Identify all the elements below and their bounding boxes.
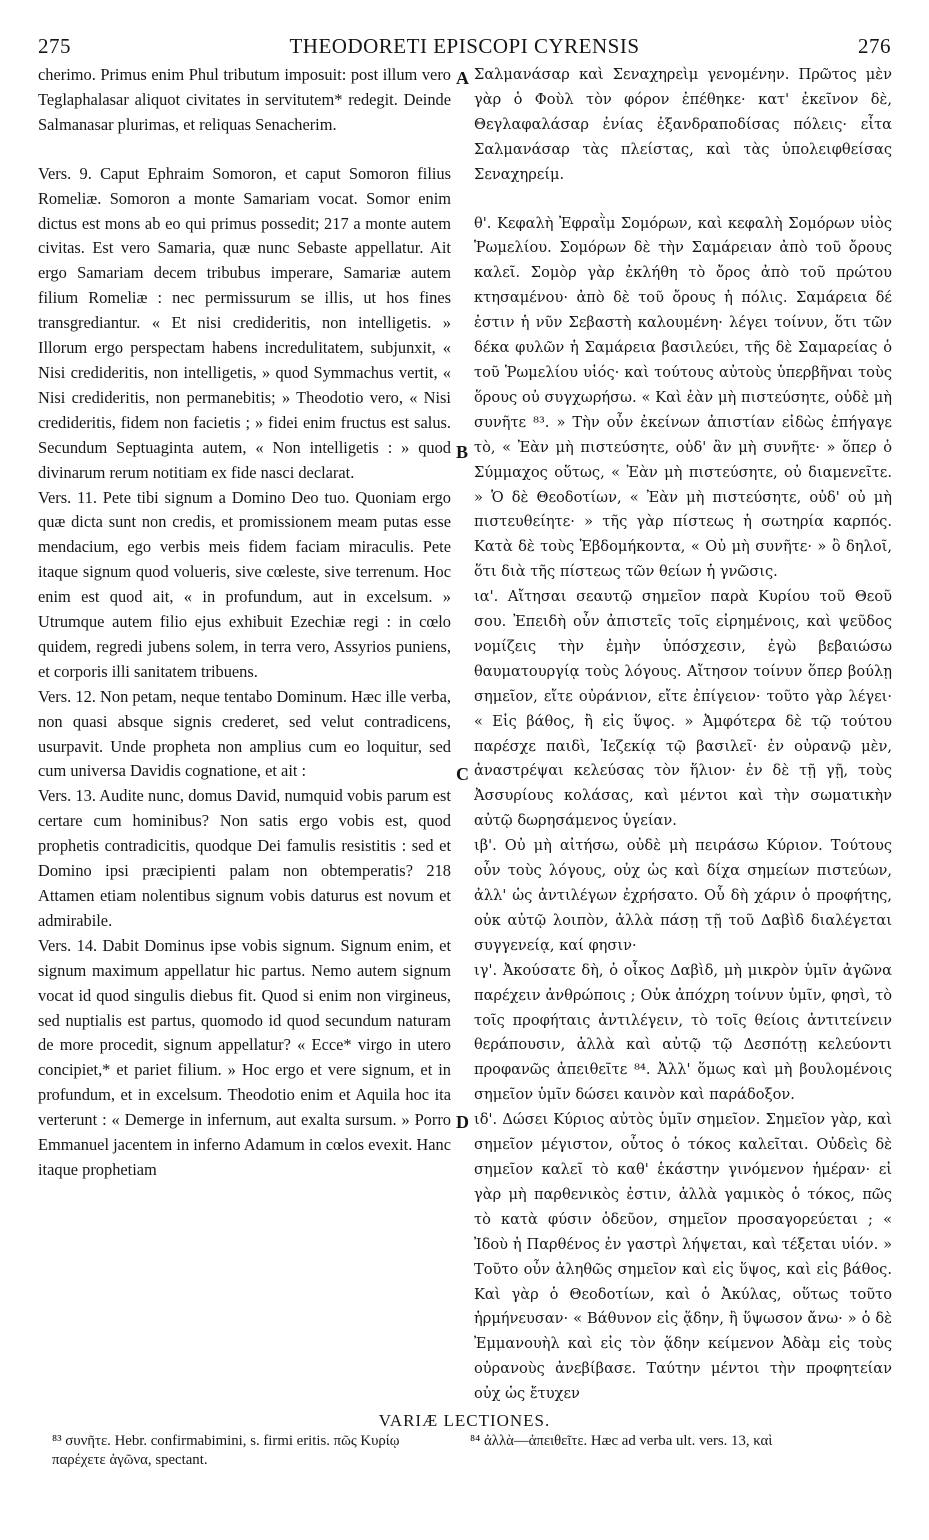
- running-title: THEODORETI EPISCOPI CYRENSIS: [289, 34, 640, 58]
- variae-lectiones-heading: VARIÆ LECTIONES.: [378, 1411, 551, 1430]
- latin-paragraph: Vers. 9. Caput Ephraim Somoron, et caput Somoron filius Romeliæ. Somoron a monte Samariam vocat. Somor enim dictus est mons ab eo qui primus possedit; 217 a monte autem civitas. Est vero Samaria, quæ nunc Sebaste appellatur. Ait ergo Samariam decem tribubus imperare, Samariæ autem filium Romeliæ : nec permissurum se illis, ut hos fines transgrediantur. « Et nisi credideritis, non intelligetis. » Illorum ergo perspectam habens incredulitatem, subjunxit, « Nisi credideritis, non intelligetis, » quod Symmachus vertit, « Nisi credideritis, non permanebitis; » Theodotio vero, « Nisi credideritis, fidem non facietis ; » fidei enim fructus est salus. Secundum Septuaginta autem, « Non intelligetis : » quod divinarum rerum notitiam ex fide nasci declarat.: [38, 163, 451, 482]
- footnote-right: ⁸⁴ ἀλλὰ—ἀπειθεῖτε. Hæc ad verba ult. vers. 13, καὶ: [470, 1433, 773, 1449]
- greek-column: [474, 63, 892, 1407]
- greek-paragraph: ιδ'. Δώσει Κύριος αὐτὸς ὑμῖν σημεῖον. Σημεῖον γὰρ, καὶ σημεῖον μέγιστον, οὗτος ὁ τόκος καλεῖται. Οὐδεὶς δὲ σημεῖον καλεῖ τὸ καθ' ἑκάστην γινόμενον ἡμέραν· εἰ γὰρ μὴ παρθενικὸς ἐστιν, ἀλλὰ γαμικὸς ὁ τόκος, πῶς τὸ κατὰ φύσιν ὁδεῦον, σημεῖον προσαγορεύεται ; « Ἰδοὺ ἡ Παρθένος ἐν γαστρὶ λήψεται, καὶ τέξεται υἱόν. » Τοῦτο οὖν ἀληθῶς σημεῖον καὶ εἰς ὕψος, καὶ εἰς βάθος. Καὶ γὰρ ὁ Θεοδοτίων, καὶ ὁ Ἀκύλας, οὕτως τοῦτο ἡρμήνευσαν· « Βάθυνον εἰς ᾅδην, ἢ ὕψωσον ἄνω· » ὁ δὲ Ἐμμανουὴλ καὶ εἰς τὸν ᾅδην κείμενον Ἀδὰμ εἰς τοὺς οὐρανοὺς ἀνεβίβασε. Ταύτην μέντοι τὴν προφητείαν οὐχ ὡς ἔτυχεν: [474, 1111, 892, 1403]
- latin-paragraph: cherimo. Primus enim Phul tributum imposuit: post illum vero Teglaphalasar aliquot civitates in servitutem* redegit. Deinde Salmanasar plurimas, et reliquas Senacherim.: [38, 65, 451, 134]
- latin-paragraph: Vers. 14. Dabit Dominus ipse vobis signum. Signum enim, et signum maximum appellatur hic partus. Nemo autem signum vocat id quod singulis diebus fit. Quod si enim non virgineus, sed nuptialis est partus, quomodo id quod secundum naturam de more procedit, signum appellatur? « Ecce* virgo in utero concipiet,* et pariet filium. » Hoc ergo et vere signum, et in profundum, et in excelsum. Theodotio enim et Aquila hoc ita verterunt : « Demerge in infernum, aut exalta sursum. » Porro Emmanuel jacentem in inferno Adamum in cœlos evexit. Hanc itaque prophetiam: [38, 935, 451, 1179]
- margin-letter: C: [456, 764, 469, 784]
- latin-paragraph: Vers. 12. Non petam, neque tentabo Dominum. Hæc ille verba, non quasi absque signis crederet, sed velut contradicens, usurpavit. Unde propheta non amplius cum eo loquitur, sed cum universa Davidis cognatione, et ait :: [38, 686, 451, 781]
- greek-paragraph: θ'. Κεφαλὴ Ἐφραῒμ Σομόρων, καὶ κεφαλὴ Σομόρων υἱὸς Ῥωμελίου. Σομόρων δὲ τὴν Σαμάρειαν ἀπὸ τοῦ ὄρους καλεῖ. Σομὸρ γὰρ ἐκλήθη τὸ ὄρος ἀπὸ τοῦ πρώτου κτησαμένου· ἀπὸ δὲ τοῦ ὄρους ἡ πόλις. Σαμάρεια δέ ἐστιν ἡ νῦν Σεβαστὴ καλουμένη· λέγει τοίνυν, ὅτι τῶν δέκα φυλῶν ἡ Σαμάρεια βασιλεύει, τῆς δὲ Σαμαρείας ὁ τοῦ Ῥωμελίου υἱός· καὶ τούτους αὐτοὺς ὑπερβῆναι τοὺς ὅρους οὐ συγχωρήσω. « Καὶ ἐὰν μὴ πιστεύσητε, οὐδὲ μὴ συνῆτε ⁸³. » Τὴν οὖν ἐκείνων ἀπιστίαν εἰδὼς ἐπήγαγε τὸ, « Ἐὰν μὴ πιστεύσητε, οὐδ' ἂν μὴ συνῆτε· » ὅπερ ὁ Σύμμαχος οὕτως, « Ἐὰν μὴ πιστεύσητε, οὐ διαμενεῖτε. » Ὁ δὲ Θεοδοτίων, « Ἐὰν μὴ πιστεύσητε, οὐδ' οὐ μὴ πιστευθείητε· » τῆς γὰρ πίστεως ἡ σωτηρία καρπός. Κατὰ δὲ τοὺς Ἑβδομήκοντα, « Οὐ μὴ συνῆτε· » ὃ δηλοῖ, ὅτι διὰ τῆς πίστεως τῶν θείων ἡ γνῶσις.: [474, 214, 892, 581]
- margin-letter: B: [456, 442, 469, 462]
- margin-letter: A: [456, 68, 469, 88]
- margin-letter: D: [456, 1112, 469, 1132]
- greek-paragraph: ιγ'. Ἀκούσατε δὴ, ὁ οἶκος Δαβὶδ, μὴ μικρὸν ὑμῖν ἀγῶνα παρέχειν ἀνθρώποις ; Οὐκ ἀπόχρη τοίνυν ὑμῖν, φησὶ, τὸ τοῖς προφήταις ἀντιλέγειν, τὸ τοῖς θείοις ἀντιτείνειν θεράπουσιν, ἀλλὰ καὶ αὐτῷ τῷ Δεσπότῃ κελεύοντι προφανῶς ἀπειθεῖτε ⁸⁴. Ἀλλ' ὅμως καὶ μὴ βουλομένοις σημεῖον ὑμῖν δώσει καινὸν καὶ παράδοξον.: [474, 961, 892, 1104]
- page-number-right: 276: [858, 34, 891, 58]
- greek-paragraph: Σαλμανάσαρ καὶ Σεναχηρεὶμ γενομένην. Πρῶτος μὲν γὰρ ὁ Φοὺλ τὸν φόρον ἐπέθηκε· κατ' ἐκεῖνον δὲ, Θεγλαφαλάσαρ ἐνίας ἐξανδραποδίσας πόλεις· εἶτα Σαλμανάσαρ τὰς πλείστας, καὶ τὰς ὑπολειφθείσας Σεναχηρείμ.: [474, 66, 892, 183]
- latin-column: [38, 63, 451, 1183]
- latin-paragraph: Vers. 13. Audite nunc, domus David, numquid vobis parum est certare cum hominibus? Non satis ergo vobis est, quod prophetis contradicitis, quodque Dei famulis resistitis : sed et Domino ipsi præcipienti palam non obtemperatis? 218 Attamen etiam nolentibus signum vobis daturus est novum et admirabile.: [38, 786, 451, 930]
- latin-paragraph: Vers. 11. Pete tibi signum a Domino Deo tuo. Quoniam ergo quæ dicta sunt non credis, et promissionem meam putas esse mendacium, ego verbis meis fidem faciam miraculis. Pete itaque signum quod volueris, sive cœleste, sive terrenum. Hoc enim est quod ait, « in profundum, aut in excelsum. » Utrumque autem filio ejus exhibuit Ezechiæ regi : in cœlo quidem, regredi jubens solem, in terra vero, Assyrios puniens, et corporis illi sanitatem tribuens.: [38, 487, 451, 681]
- page-number-left: 275: [38, 34, 71, 58]
- greek-paragraph: ια'. Αἴτησαι σεαυτῷ σημεῖον παρὰ Κυρίου τοῦ Θεοῦ σου. Ἐπειδὴ οὖν ἀπιστεῖς τοῖς εἰρημένοις, καὶ ψεῦδος νομίζεις τὴν ἐμὴν ὑπόσχεσιν, ἐγὼ βεβαιώσω θαυματουργίᾳ τοὺς λόγους. Αἴτησον τοίνυν ὅπερ βούλῃ σημεῖον, εἴτε οὐράνιον, εἴτε ἐπίγειον· τοῦτο γὰρ λέγει· « Εἰς βάθος, ἢ εἰς ὕψος. » Ἀμφότερα δὲ τῷ τούτου παρέσχε παιδὶ, Ἰεζεκίᾳ τῷ βασιλεῖ· ἐν οὐρανῷ μὲν, ἀναστρέψαι κελεύσας τὸν ἥλιον· ἐν δὲ τῇ γῇ, τοὺς Ἀσσυρίους κολάσας, καὶ μέντοι καὶ τὴν σωματικὴν αὐτῷ δωρησάμενος ὑγείαν.: [474, 588, 892, 830]
- running-header: [38, 34, 891, 58]
- greek-paragraph: ιβ'. Οὐ μὴ αἰτήσω, οὐδὲ μὴ πειράσω Κύριον. Τούτους οὗν τοὺς λόγους, οὐχ ὡς καὶ δίχα σημείων πιστεύων, ἀλλ' ὡς ἀντιλέγων ἐχρήσατο. Οὗ δὴ χάριν ὁ προφήτης, οὐκ αὐτῷ λοιπὸν, ἀλλὰ πάσῃ τῇ τοῦ Δαβὶδ διαλέγεται συγγενείᾳ, καί φησιν·: [474, 837, 892, 954]
- footnote-left: ⁸³ συνῆτε. Hebr. confirmabimini, s. firmi eritis. πῶς Κυρίῳ παρέχετε ἀγῶνα, spectant.: [52, 1433, 400, 1468]
